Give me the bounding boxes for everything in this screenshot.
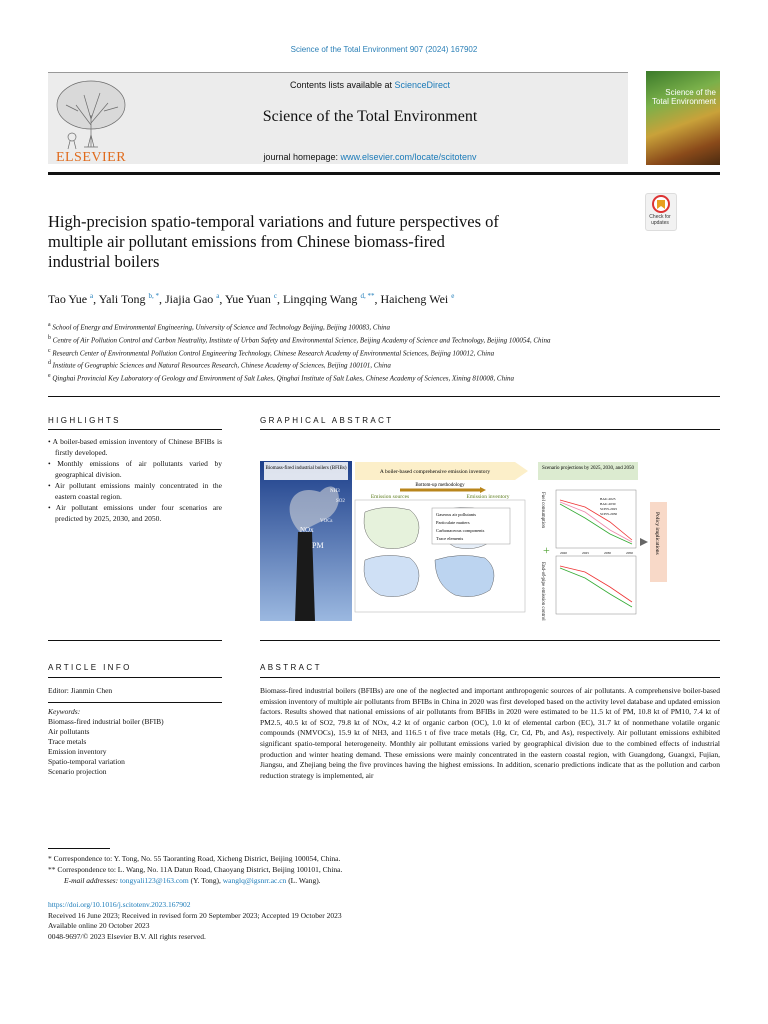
methodology-label: Bottom-up methodology (415, 483, 465, 488)
journal-cover-image[interactable] (646, 71, 720, 165)
cover-title-line2: Total Environment (651, 97, 716, 106)
author[interactable]: Tao Yue (48, 292, 88, 306)
x-tick: 2020 (560, 551, 567, 555)
species-item: Gaseous air pollutants (436, 512, 476, 517)
email-label: E-mail addresses: (64, 876, 119, 885)
article-info (48, 686, 228, 777)
fuel-label: Fuel consumption (540, 492, 545, 528)
x-tick: 2025 (582, 551, 589, 555)
title-line-1: High-precision spatio-temporal variations and future perspectives of (48, 212, 499, 231)
homepage-link[interactable]: www.elsevier.com/locate/scitotenv (340, 152, 477, 162)
journal-citation[interactable]: Science of the Total Environment 907 (2024) 167902 (290, 45, 478, 54)
keywords-label: Keywords: (48, 707, 81, 716)
inventory-label: Emission inventory (466, 494, 510, 500)
doi-link[interactable]: https://doi.org/10.1016/j.scitotenv.2023.167902 (48, 900, 191, 909)
highlight-item: • A boiler-based emission inventory of Chinese BFIBs is firstly developed. (55, 437, 222, 458)
highlight-item: • Air pollutant emissions under four scenarios are predicted by 2025, 2030, and 2050. (55, 503, 222, 524)
pollutant-label: PM (312, 541, 324, 550)
author-affil-mark[interactable]: b, * (148, 292, 159, 300)
title-line-3: industrial boilers (48, 252, 160, 271)
species-item: Trace elements (436, 536, 464, 541)
affiliation: $^c$ Research Center of Environmental Pollution Control Engineering Technology, Chinese Research Academy of Environmental Sciences, Beijing 100012, China (48, 347, 495, 357)
pollutant-label: NH3 (330, 489, 340, 494)
email-link[interactable]: wanglq@igsnrr.ac.cn (222, 876, 287, 885)
highlight-item: • Monthly emissions of air pollutants varied by geographical division. (55, 459, 222, 480)
affiliation: $^d$ Institute of Geographic Sciences and Natural Resources Research, Chinese Academy of Sciences, Beijing 100101, China (48, 360, 391, 370)
correspondence-2: ** Correspondence to: L. Wang, No. 11A Datun Road, Chaoyang District, Beijing 100101, China. (48, 865, 343, 874)
legend-entry: SCEN-2030 (600, 512, 618, 516)
author[interactable]: Yali Tong (98, 292, 146, 306)
article-info-heading: ARTICLE INFO (48, 663, 132, 672)
section-rule (48, 396, 720, 397)
affiliation: $^e$ Qinghai Provincial Key Laboratory of Geology and Environment of Salt Lakes, Qinghai Institute of Salt Lakes, Chinese Academy of Sciences, Xining 810008, China (48, 373, 515, 383)
author[interactable]: Haicheng Wei (380, 292, 449, 306)
author[interactable]: Yue Yuan (224, 292, 271, 306)
scenario-title: Scenario projections by 2025, 2030, and 2050 (542, 466, 634, 471)
received-dates: Received 16 June 2023; Received in revised form 20 September 2023; Accepted 19 October 2023 (48, 910, 342, 920)
policy-label: Policy implications (654, 512, 660, 555)
footnotes (48, 853, 720, 886)
highlights-rule (48, 429, 222, 430)
article-title (48, 212, 608, 272)
email-link[interactable]: tongyali123@163.com (119, 876, 189, 885)
x-tick: 2030 (604, 551, 611, 555)
arrow-icon (640, 538, 648, 546)
article-info-rule (48, 677, 222, 678)
bookmark-icon (646, 194, 676, 214)
pollutant-label: NOx (300, 526, 314, 534)
graphical-abstract-heading: GRAPHICAL ABSTRACT (260, 416, 394, 425)
contents-line (140, 80, 600, 90)
pollutant-label: VOCs (320, 519, 333, 524)
eop-label: End-of-pipe emission control (540, 562, 545, 621)
email-owner: (Y. Tong), (190, 876, 221, 885)
affiliations (48, 320, 688, 384)
species-item: Carbonaceous components (436, 528, 485, 533)
check-for-updates-label: Check for updates (649, 214, 671, 226)
section-rule (260, 640, 720, 641)
correspondence-1: * Correspondence to: Y. Tong, No. 55 Taoranting Road, Xicheng District, Beijing 100054, China. (48, 854, 341, 863)
author-list: Tao Yue $^a$, Yali Tong $^{b, *}$, Jiajia Gao $^a$, Yue Yuan $^c$, Lingqing Wang $^{d, **}$, Haicheng Wei $^e$ (48, 292, 455, 306)
journal-homepage (140, 152, 600, 162)
header-thick-rule (48, 172, 720, 175)
homepage-prefix: journal homepage: (263, 152, 341, 162)
legend-entry: SCEN-2025 (600, 507, 618, 511)
contents-prefix: Contents lists available at (289, 80, 395, 90)
author-affil-mark[interactable]: a (216, 292, 220, 300)
keyword: Emission inventory (48, 747, 107, 756)
abstract-rule (260, 677, 720, 678)
author-affil-mark[interactable]: e (451, 292, 455, 300)
keyword: Biomass-fired industrial boiler (BFIB) (48, 717, 164, 726)
online-date: Available online 20 October 2023 (48, 921, 150, 930)
cover-title-line1: Science of the (665, 88, 716, 97)
keyword: Scenario projection (48, 767, 107, 776)
graphical-abstract-figure[interactable] (260, 452, 667, 628)
author[interactable]: Jiajia Gao (164, 292, 214, 306)
email-line (48, 875, 720, 886)
species-item: Particulate matters (436, 520, 470, 525)
footnote-rule (48, 848, 110, 849)
header-divider (48, 72, 628, 73)
journal-title: Science of the Total Environment (262, 108, 478, 125)
affiliation: $^b$ Centre of Air Pollution Control and Carbon Neutrality, Institute of Urban Safety and Environmental Science, Beijing Academy of Science and Technology, Beijing 100054, China (48, 334, 551, 345)
boiler-box-label: Biomass-fired industrial boilers (BFIBs) (265, 466, 347, 471)
scenario-banner (538, 462, 638, 480)
highlights-heading: HIGHLIGHTS (48, 416, 121, 425)
legend-entry: BAU-2025 (600, 497, 616, 501)
sciencedirect-link[interactable]: ScienceDirect (394, 80, 451, 90)
pollutant-label: SO2 (336, 499, 345, 504)
highlights-list (48, 437, 222, 525)
editor-rule (48, 702, 222, 703)
email-owner: (L. Wang). (288, 876, 321, 885)
legend-entry: BAU-2030 (600, 502, 616, 506)
scenario-chart-1 (556, 490, 636, 548)
author-affil-mark[interactable]: c (273, 292, 277, 300)
keyword: Air pollutants (48, 727, 90, 736)
abstract-text: Biomass-fired industrial boilers (BFIBs) are one of the neglected and important anthropogenic sources of air pollutants. A comprehensive boiler-based emission inventory of multiple air pollutants from BFIBs in China in 2020 was first developed based on the activity level database and updated emission factors. Results showed that national emissions of air pollutants from BFIBs in 2020 were estimated to be 11.5 kt of PM, 10.8 kt of PM10, 7.4 kt of PM2.5, 40.5 kt of SO2, 79.8 kt of NOx, 4.2 kt of organic carbon (OC), 1.0 kt of elemental carbon (EC), 31.7 kt of nonmethane volatile organic compounds (NMVOCs), 15.9 kt of NH3, and 116.5 t of five trace metals (Hg, Cr, Cd, Pb, and As), respectively. Air pollutant emissions exhibited significant spatio-temporal heterogeneity. Monthly air pollutant emissions varied by geographical division due to the combined effects of industrial production and winter heating demand. These emissions were mainly concentrated in the eastern coastal region, with Guangdong, Guangxi, Fujian, Jiangsu, and Zhejiang being the five provinces having the highest emissions. In addition, scenario predictions indicate that as the pollution and carbon reduction strategy is implemented, air (260, 686, 720, 780)
elsevier-wordmark: ELSEVIER (55, 150, 127, 165)
copyright: 0048-9697/© 2023 Elsevier B.V. All rights reserved. (48, 931, 206, 941)
author-affil-mark[interactable]: a (90, 292, 94, 300)
section-rule (48, 640, 222, 641)
editor: Editor: Jianmin Chen (48, 686, 113, 695)
title-line-2: multiple air pollutant emissions from Chinese biomass-fired (48, 232, 445, 251)
author[interactable]: Lingqing Wang (282, 292, 358, 306)
keyword: Trace metals (48, 737, 87, 746)
cover-title (650, 88, 716, 106)
author-affil-mark[interactable]: d, ** (360, 292, 375, 300)
highlight-item: • Air pollutant emissions mainly concentrated in the eastern coastal region. (55, 481, 222, 502)
inventory-title: A boiler-based comprehensive emission inventory (379, 469, 491, 475)
affiliation: $^a$ School of Energy and Environmental Engineering, University of Science and Technology Beijing, Beijing 100083, China (48, 322, 391, 332)
publication-info (48, 900, 720, 942)
keyword: Spatio-temporal variation (48, 757, 125, 766)
abstract-heading: ABSTRACT (260, 663, 322, 672)
sources-label: Emission sources (370, 494, 410, 500)
plus-icon: + (543, 543, 550, 557)
ga-rule (260, 429, 720, 430)
x-tick: 2050 (626, 551, 633, 555)
